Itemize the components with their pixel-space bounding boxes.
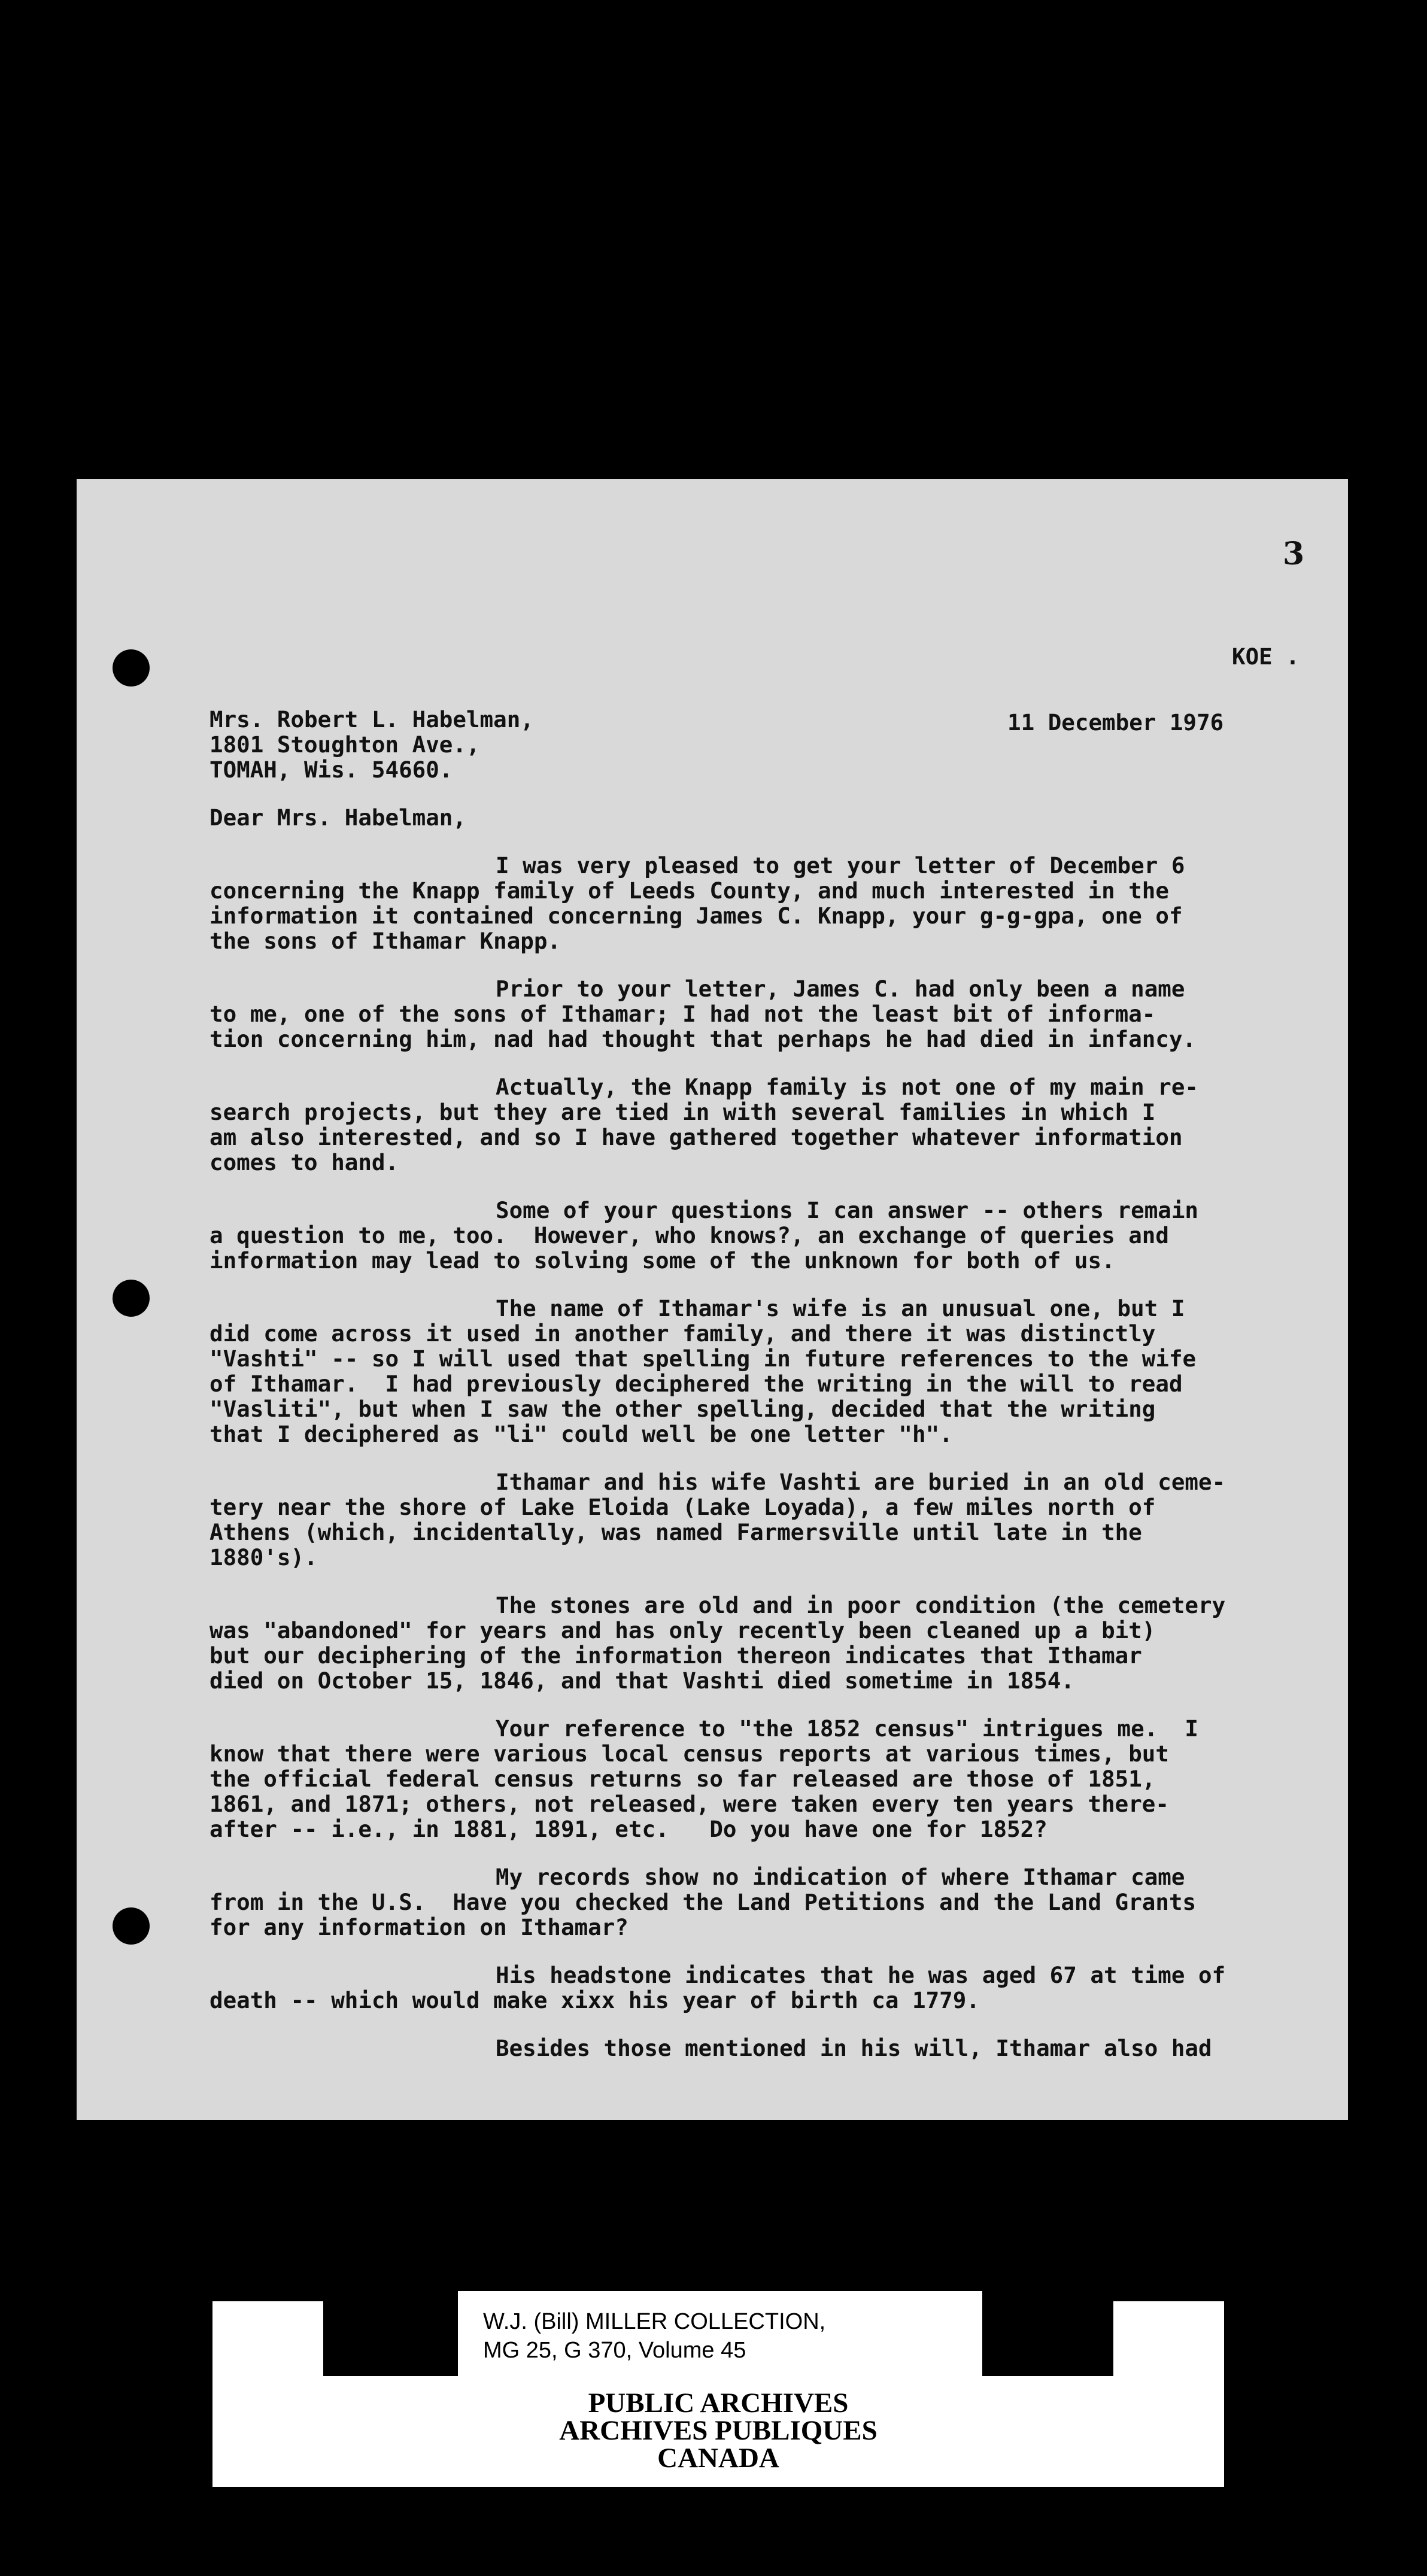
address-line: Mrs. Robert L. Habelman, [210, 706, 534, 733]
paragraph-first-line: My records show no indication of where Ithamar came [496, 1864, 1185, 1890]
punch-hole [113, 1280, 150, 1317]
paragraph-first-line: Actually, the Knapp family is not one of my main re- [496, 1074, 1198, 1100]
punch-hole [113, 649, 150, 686]
reference-code: KOE . [1232, 643, 1300, 670]
paragraph-line: died on October 15, 1846, and that Vashti died sometime in 1854. [210, 1667, 1074, 1694]
salutation: Dear Mrs. Habelman, [210, 804, 466, 831]
paragraph-line: Athens (which, incidentally, was named Farmersville until late in the [210, 1519, 1142, 1545]
paragraph-line: from in the U.S. Have you checked the Land Petitions and the Land Grants [210, 1889, 1197, 1915]
paragraph-line: am also interested, and so I have gathered together whatever information [210, 1124, 1183, 1150]
paragraph-line: but our deciphering of the information thereon indicates that Ithamar [210, 1642, 1142, 1669]
paragraph-line: information may lead to solving some of the unknown for both of us. [210, 1247, 1115, 1274]
archives-french: ARCHIVES PUBLIQUES [559, 2415, 878, 2446]
paragraph-line: "Vashti" -- so I will used that spelling in future references to the wife [210, 1345, 1197, 1372]
paragraph-line: tion concerning him, nad had thought that perhaps he had died in infancy. [210, 1026, 1197, 1052]
paragraph-line: 1861, and 1871; others, not released, were taken every ten years there- [210, 1791, 1169, 1817]
paragraph-line: concerning the Knapp family of Leeds County, and much interested in the [210, 877, 1169, 904]
paragraph-line: search projects, but they are tied in with several families in which I [210, 1099, 1156, 1125]
paragraph-line: was "abandoned" for years and has only recently been cleaned up a bit) [210, 1617, 1156, 1644]
collection-card [458, 2291, 982, 2378]
collection-line-1: W.J. (Bill) MILLER COLLECTION, [483, 2309, 826, 2334]
letter-page [77, 479, 1348, 2120]
paragraph-first-line: Ithamar and his wife Vashti are buried in an old ceme- [496, 1469, 1226, 1495]
paragraph-line: know that there were various local census reports at various times, but [210, 1740, 1169, 1767]
archives-english: PUBLIC ARCHIVES [588, 2387, 849, 2419]
paragraph-line: death -- which would make xixx his year of birth ca 1779. [210, 1987, 980, 2013]
paragraph-first-line: Some of your questions I can answer -- others remain [496, 1197, 1198, 1223]
paragraph-line: after -- i.e., in 1881, 1891, etc. Do you have one for 1852? [210, 1816, 1048, 1842]
paragraph-line: "Vasliti", but when I saw the other spelling, decided that the writing [210, 1396, 1156, 1422]
paragraph-line: that I deciphered as "li" could well be one letter "h". [210, 1421, 953, 1447]
paragraph-first-line: I was very pleased to get your letter of December 6 [496, 852, 1185, 879]
paragraph-line: the sons of Ithamar Knapp. [210, 928, 561, 954]
paragraph-line: to me, one of the sons of Ithamar; I had not the least bit of informa- [210, 1001, 1156, 1027]
paragraph-line: information it contained concerning James C. Knapp, your g-g-gpa, one of [210, 903, 1183, 929]
paragraph-line: for any information on Ithamar? [210, 1914, 629, 1940]
archives-country: CANADA [657, 2443, 779, 2474]
paragraph-line: 1880's). [210, 1544, 318, 1570]
paragraph-line: of Ithamar. I had previously deciphered the writing in the will to read [210, 1371, 1183, 1397]
paragraph-first-line: The name of Ithamar's wife is an unusual one, but I [496, 1295, 1185, 1322]
punch-hole [113, 1907, 150, 1945]
page-number: 3 [1283, 536, 1305, 572]
paragraph-first-line: His headstone indicates that he was aged 67 at time of [496, 1962, 1226, 1988]
paragraph-first-line: Your reference to "the 1852 census" intrigues me. I [496, 1715, 1198, 1742]
paragraph-line: did come across it used in another family, and there it was distinctly [210, 1320, 1156, 1347]
paragraph-first-line: Prior to your letter, James C. had only been a name [496, 976, 1185, 1002]
collection-line-2: MG 25, G 370, Volume 45 [483, 2338, 746, 2363]
paragraph-line: tery near the shore of Lake Eloida (Lake Loyada), a few miles north of [210, 1494, 1156, 1520]
address-line: TOMAH, Wis. 54660. [210, 757, 453, 783]
paragraph-first-line: The stones are old and in poor condition (the cemetery [496, 1592, 1226, 1618]
address-line: 1801 Stoughton Ave., [210, 731, 480, 758]
paragraph-line: comes to hand. [210, 1149, 399, 1175]
letter-date: 11 December 1976 [1007, 709, 1224, 736]
paragraph-first-line: Besides those mentioned in his will, Ithamar also had [496, 2035, 1212, 2061]
paragraph-line: a question to me, too. However, who knows?, an exchange of queries and [210, 1222, 1169, 1248]
paragraph-line: the official federal census returns so far released are those of 1851, [210, 1766, 1156, 1792]
